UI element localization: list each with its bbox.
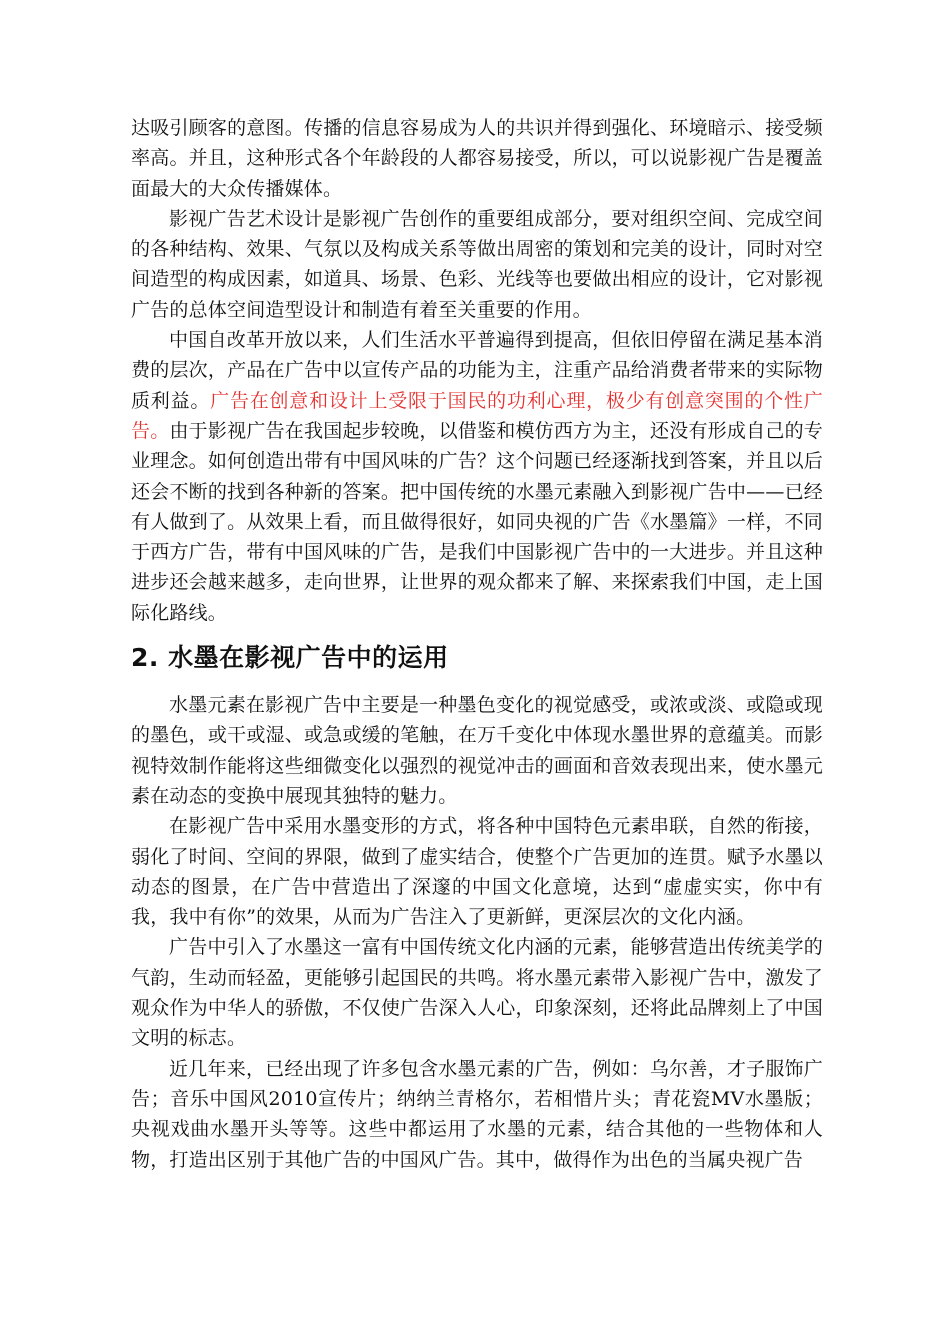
highlighted-sentence: 广告在创意和设计上受限于国民的功利心理，极少有创意突围的个性广告。: [131, 389, 823, 442]
paragraph-ink-culture: 广告中引入了水墨这一富有中国传统文化内涵的元素，能够营造出传统美学的气韵，生动而轻盈，更能够引起国民的共鸣。将水墨元素带入影视广告中，激发了观众作为中华人的骄傲，不仅使广告深入人心，印象深刻，还将此品牌刻上了中国文明的标志。: [131, 936, 823, 1050]
paragraph-ink-examples: 近几年来，已经出现了许多包含水墨元素的广告，例如：乌尔善，才子服饰广告；音乐中国风2010宣传片；纳纳兰青格尔，若相惜片头；青花瓷MV水墨版；央视戏曲水墨开头等等。这些中都运用了水墨的元素，结合其他的一些物体和人物，打造出区别于其他广告的中国风广告。其中，做得作为出色的当属央视广告: [131, 1057, 823, 1171]
document-page: [131, 113, 823, 1175]
paragraph-china-reform: [131, 325, 823, 628]
paragraph-ink-visual: 水墨元素在影视广告中主要是一种墨色变化的视觉感受，或浓或淡、或隐或现的墨色，或干或湿、或急或缓的笔触，在万千变化中体现水墨世界的意蕴美。而影视特效制作能将这些细微变化以强烈的视觉冲击的画面和音效表现出来，使水墨元素在动态的变换中展现其独特的魅力。: [131, 694, 823, 807]
paragraph-text: 中国自改革开放以来，人们生活水平普遍得到提高，但依旧停留在满足基本消费的层次，产品在广告中以宣传产品的功能为主，注重产品给消费者带来的实际物质利益。: [131, 329, 823, 412]
paragraph-design: 影视广告艺术设计是影视广告创作的重要组成部分，要对组织空间、完成空间的各种结构、效果、气氛以及构成关系等做出周密的策划和完美的设计，同时对空间造型的构成因素，如道具、场景、色彩、光线等也要做出相应的设计，它对影视广告的总体空间造型设计和制造有着至关重要的作用。: [131, 207, 823, 321]
paragraph-intro-continuation: 达吸引顾客的意图。传播的信息容易成为人的共识并得到强化、环境暗示、接受频率高。并且，这种形式各个年龄段的人都容易接受，所以，可以说影视广告是覆盖面最大的大众传播媒体。: [131, 117, 823, 200]
paragraph-text: 由于影视广告在我国起步较晚，以借鉴和模仿西方为主，还没有形成自己的专业理念。如何创造出带有中国风味的广告？这个问题已经逐渐找到答案，并且以后还会不断的找到各种新的答案。把中国传统的水墨元素融入到影视广告中——已经有人做到了。从效果上看，而且做得很好，如同央视的广告《水墨篇》一样，不同于西方广告，带有中国风味的广告，是我们中国影视广告中的一大进步。并且这种进步还会越来越多，走向世界，让世界的观众都来了解、来探索我们中国，走上国际化路线。: [131, 419, 823, 624]
paragraph-ink-transformation: 在影视广告中采用水墨变形的方式，将各种中国特色元素串联，自然的衔接，弱化了时间、空间的界限，做到了虚实结合，使整个广告更加的连贯。赋予水墨以动态的图景，在广告中营造出了深邃的中国文化意境，达到“虚虚实实，你中有我，我中有你”的效果，从而为广告注入了更新鲜，更深层次的文化内涵。: [131, 815, 823, 929]
section-heading: 2. 水墨在影视广告中的运用: [131, 643, 449, 673]
